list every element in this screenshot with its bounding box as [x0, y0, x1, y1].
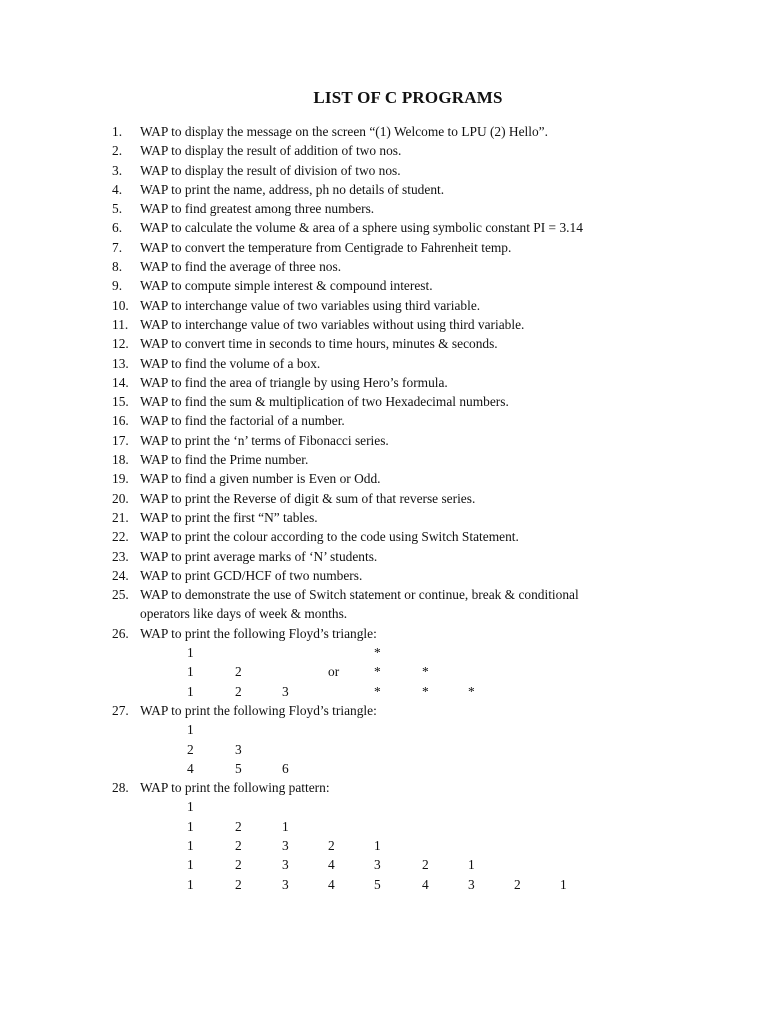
item-number: 21.	[112, 509, 129, 525]
pattern-cell: 2	[422, 857, 429, 873]
pattern-cell: 1	[187, 722, 194, 738]
item-number: 16.	[112, 413, 129, 429]
pattern-cell: 1	[187, 799, 194, 815]
item-number: 19.	[112, 471, 129, 487]
pattern-cell: 3	[282, 876, 289, 892]
item-number: 26.	[112, 625, 129, 641]
item-text: WAP to find the average of three nos.	[140, 259, 342, 275]
list-item	[112, 392, 672, 411]
list-item	[112, 778, 672, 797]
item-text: WAP to convert the temperature from Centigrade to Fahrenheit temp.	[140, 239, 512, 255]
item-text: WAP to display the message on the screen “(1) Welcome to LPU (2) Hello”.	[140, 124, 548, 139]
list-item	[112, 218, 672, 237]
item-text: WAP to print the name, address, ph no details of student.	[140, 181, 445, 197]
pattern-cell: 1	[468, 857, 475, 873]
pattern-row	[112, 836, 672, 855]
pattern-cell: *	[468, 683, 475, 699]
pattern-cell: 1	[187, 837, 194, 853]
list-item	[112, 122, 672, 141]
pattern-row	[112, 720, 672, 739]
pattern-cell: 3	[282, 837, 289, 853]
list-item	[112, 508, 672, 527]
item-text: WAP to find greatest among three numbers.	[140, 201, 375, 217]
pattern-cell: 2	[187, 741, 194, 757]
pattern-cell: 2	[235, 857, 242, 873]
pattern-cell: 6	[282, 760, 289, 776]
item-number: 12.	[112, 336, 129, 352]
item-text: WAP to print average marks of ‘N’ students.	[140, 548, 378, 564]
item-text: WAP to print the ‘n’ terms of Fibonacci series.	[140, 432, 389, 448]
pattern-cell: *	[374, 645, 381, 661]
item-number: 23.	[112, 548, 129, 564]
pattern-cell: *	[422, 664, 429, 680]
list-item	[112, 315, 672, 334]
item-number: 18.	[112, 452, 129, 468]
item-text: operators like days of week & months.	[140, 606, 348, 622]
pattern-cell: *	[374, 683, 381, 699]
list-item	[112, 566, 672, 585]
page-title: LIST OF C PROGRAMS	[313, 88, 503, 107]
item-number: 7.	[112, 239, 123, 255]
pattern-cell: 4	[422, 876, 429, 892]
pattern-cell: 1	[374, 837, 381, 853]
item-number: 25.	[112, 587, 129, 603]
item-text: WAP to print the following Floyd’s triangle:	[140, 702, 377, 718]
item-number: 2.	[112, 143, 123, 159]
item-number: 27.	[112, 702, 129, 718]
list-item	[112, 334, 672, 353]
item-text: WAP to find a given number is Even or Odd.	[140, 471, 381, 487]
list-item	[112, 141, 672, 160]
item-text: WAP to find the area of triangle by using Hero’s formula.	[140, 374, 448, 390]
pattern-cell: 4	[187, 760, 194, 776]
list-item	[112, 257, 672, 276]
list-item	[112, 585, 672, 604]
item-text: WAP to display the result of addition of two nos.	[140, 143, 402, 159]
pattern-row	[112, 855, 672, 874]
item-text: WAP to convert time in seconds to time hours, minutes & seconds.	[140, 336, 498, 352]
pattern-cell: 3	[282, 857, 289, 873]
item-text: WAP to print the colour according to the code using Switch Statement.	[140, 529, 519, 545]
list-item	[112, 354, 672, 373]
item-number: 22.	[112, 529, 129, 545]
item-text: WAP to print the first “N” tables.	[140, 509, 318, 525]
list-item	[112, 373, 672, 392]
item-text: WAP to interchange value of two variables without using third variable.	[140, 316, 525, 332]
item-text: WAP to display the result of division of two nos.	[140, 162, 401, 178]
item-number: 11.	[112, 316, 129, 332]
item-number: 15.	[112, 394, 129, 410]
pattern-cell: 2	[514, 876, 521, 892]
item-text: WAP to print the Reverse of digit & sum of that reverse series.	[140, 490, 476, 506]
pattern-row	[112, 817, 672, 836]
list-item	[112, 450, 672, 469]
pattern-row	[112, 759, 672, 778]
pattern-cell: 1	[560, 876, 567, 892]
pattern-cell: *	[422, 683, 429, 699]
item-text: WAP to calculate the volume & area of a sphere using symbolic constant PI = 3.14	[140, 220, 583, 236]
list-item	[112, 276, 672, 295]
item-number: 9.	[112, 278, 123, 294]
item-number: 24.	[112, 567, 129, 583]
pattern-cell: 5	[235, 760, 242, 776]
item-text: WAP to print the following pattern:	[140, 780, 330, 796]
pattern-cell: 1	[187, 857, 194, 873]
item-number: 14.	[112, 374, 129, 390]
list-item	[112, 489, 672, 508]
pattern-cell: 2	[235, 876, 242, 892]
item-number: 10.	[112, 297, 129, 313]
list-item	[112, 180, 672, 199]
pattern-cell: 1	[187, 683, 194, 699]
pattern-cell: 1	[187, 818, 194, 834]
item-number: 1.	[112, 124, 123, 139]
pattern-row	[112, 875, 672, 894]
list-item	[112, 238, 672, 257]
pattern-cell: 2	[235, 818, 242, 834]
item-number: 20.	[112, 490, 129, 506]
item-number: 8.	[112, 259, 123, 275]
pattern-cell: 1	[282, 818, 289, 834]
list-item	[112, 469, 672, 488]
pattern-row	[112, 797, 672, 816]
list-item	[112, 547, 672, 566]
pattern-cell: 1	[187, 645, 194, 661]
program-list	[112, 122, 672, 894]
pattern-cell: 3	[468, 876, 475, 892]
item-text: WAP to print the following Floyd’s triangle:	[140, 625, 377, 641]
item-number: 3.	[112, 162, 123, 178]
item-text: WAP to print GCD/HCF of two numbers.	[140, 567, 363, 583]
list-item	[112, 296, 672, 315]
item-number: 5.	[112, 201, 123, 217]
pattern-cell: 5	[374, 876, 381, 892]
item-text: WAP to find the factorial of a number.	[140, 413, 345, 429]
item-number: 13.	[112, 355, 129, 371]
pattern-row	[112, 740, 672, 759]
pattern-cell: 2	[235, 683, 242, 699]
pattern-cell: 2	[328, 837, 335, 853]
item-number: 6.	[112, 220, 123, 236]
list-item	[112, 161, 672, 180]
pattern-cell: or	[328, 664, 340, 680]
pattern-cell: 1	[187, 664, 194, 680]
pattern-cell: 3	[374, 857, 381, 873]
item-text: WAP to compute simple interest & compound interest.	[140, 278, 433, 294]
pattern-cell: 4	[328, 876, 335, 892]
pattern-row	[112, 662, 672, 681]
item-text: WAP to interchange value of two variables using third variable.	[140, 297, 481, 313]
pattern-row	[112, 682, 672, 701]
list-item	[112, 199, 672, 218]
indent	[112, 604, 140, 623]
item-text: WAP to demonstrate the use of Switch statement or continue, break & conditional	[140, 587, 579, 603]
list-item	[112, 701, 672, 720]
list-item	[112, 527, 672, 546]
list-item	[112, 431, 672, 450]
list-item	[112, 624, 672, 643]
pattern-cell: 3	[235, 741, 242, 757]
pattern-cell: 3	[282, 683, 289, 699]
item-text: WAP to find the volume of a box.	[140, 355, 321, 371]
item-number: 17.	[112, 432, 129, 448]
pattern-cell: *	[374, 664, 381, 680]
pattern-cell: 4	[328, 857, 335, 873]
pattern-row	[112, 643, 672, 662]
item-number: 28.	[112, 780, 129, 796]
pattern-cell: 2	[235, 837, 242, 853]
item-text: WAP to find the sum & multiplication of two Hexadecimal numbers.	[140, 394, 509, 410]
pattern-cell: 2	[235, 664, 242, 680]
pattern-cell: 1	[187, 876, 194, 892]
item-number: 4.	[112, 181, 123, 197]
list-item	[112, 411, 672, 430]
list-item-continuation	[112, 604, 672, 623]
item-text: WAP to find the Prime number.	[140, 452, 309, 468]
